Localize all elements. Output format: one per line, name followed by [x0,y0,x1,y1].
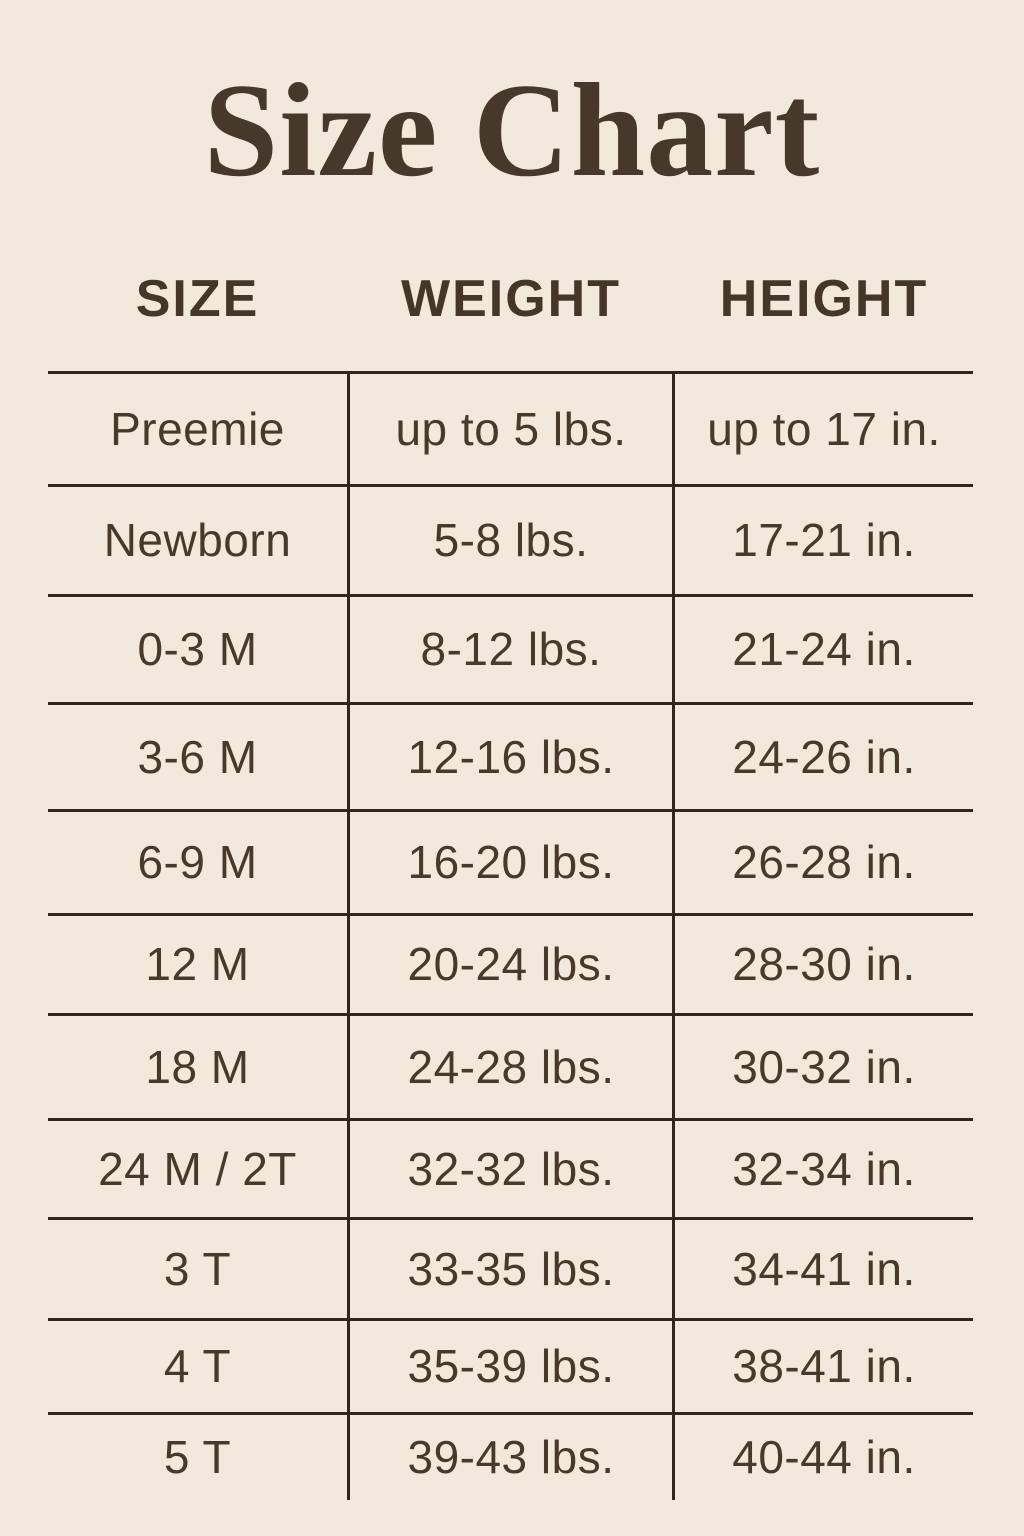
cell-weight: 12-16 lbs. [347,705,675,809]
cell-weight: 16-20 lbs. [347,812,675,913]
cell-height: 17-21 in. [732,514,916,567]
table-row [48,1318,973,1412]
cell-size: 0-3 M [137,623,258,676]
cell-size: 4 T [163,1340,232,1393]
cell-height: up to 17 in. [707,402,941,455]
cell-height: 32-34 in. [732,1142,916,1195]
cell-size: 24 M / 2T [98,1142,297,1195]
column-header-height: HEIGHT [719,269,929,328]
cell-size: 6-9 M [137,836,258,889]
column-header-weight: WEIGHT [401,269,621,328]
table-row [48,1412,973,1500]
cell-height: 26-28 in. [732,836,916,889]
cell-weight: 5-8 lbs. [347,487,675,594]
cell-size: 3 T [163,1242,232,1295]
cell-size: 5 T [163,1431,232,1484]
table-row [48,594,973,702]
cell-size: Newborn [103,514,292,567]
cell-weight: up to 5 lbs. [347,374,675,484]
cell-height: 21-24 in. [732,623,916,676]
table-row [48,702,973,809]
cell-size: Preemie [110,402,285,455]
page-title: Size Chart [203,56,821,204]
size-chart-table [48,203,973,1500]
cell-height: 38-41 in. [732,1340,916,1393]
cell-weight: 24-28 lbs. [347,1016,675,1118]
cell-size: 3-6 M [137,730,258,783]
cell-weight: 20-24 lbs. [347,916,675,1013]
table-row [48,1217,973,1318]
cell-height: 24-26 in. [732,730,916,783]
table-row [48,913,973,1013]
cell-weight: 35-39 lbs. [347,1321,675,1412]
cell-height: 40-44 in. [732,1431,916,1484]
cell-height: 28-30 in. [732,938,916,991]
table-row [48,809,973,913]
table-row [48,484,973,594]
cell-weight: 39-43 lbs. [347,1415,675,1500]
cell-weight: 32-32 lbs. [347,1121,675,1217]
cell-height: 34-41 in. [732,1242,916,1295]
table-row [48,1013,973,1118]
cell-height: 30-32 in. [732,1040,916,1093]
cell-weight: 8-12 lbs. [347,597,675,702]
cell-size: 12 M [145,938,250,991]
table-row [48,371,973,484]
cell-size: 18 M [145,1040,250,1093]
cell-weight: 33-35 lbs. [347,1220,675,1318]
table-header-row [48,203,973,371]
column-header-size: SIZE [135,269,260,328]
table-row [48,1118,973,1217]
